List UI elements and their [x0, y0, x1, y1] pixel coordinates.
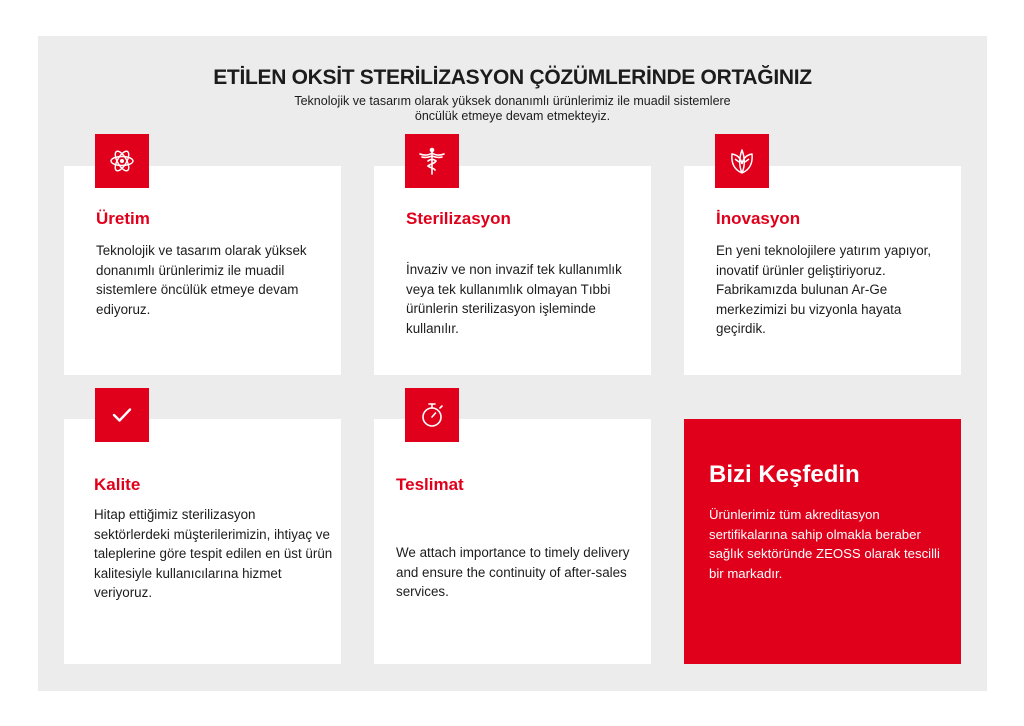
- feature-card-sterilizasyon: [374, 166, 651, 375]
- feature-card-title: Kalite: [94, 475, 141, 494]
- stopwatch-icon: [405, 388, 459, 442]
- features-panel: [38, 36, 987, 691]
- leaf-icon: [715, 134, 769, 188]
- feature-card-kalite: [64, 419, 341, 664]
- discover-title[interactable]: Bizi Keşfedin: [709, 461, 860, 488]
- feature-card-text: İnvaziv ve non invazif tek kullanımlık veya tek kullanımlık olmayan Tıbbi ürünlerin sterilizasyon işleminde kullanılır.: [406, 262, 622, 336]
- feature-card-title: Teslimat: [396, 475, 464, 494]
- feature-card-inovasyon: [684, 166, 961, 375]
- atom-icon: [95, 134, 149, 188]
- feature-card-text: En yeni teknolojilere yatırım yapıyor, inovatif ürünler geliştiriyoruz. Fabrikamızda bulunan Ar-Ge merkezimizi bu vizyonla hayata geçirdik.: [716, 243, 932, 336]
- page-title: ETİLEN OKSİT STERİLİZASYON ÇÖZÜMLERİNDE ORTAĞINIZ: [213, 66, 812, 89]
- discover-card[interactable]: [684, 419, 961, 664]
- feature-card-title: İnovasyon: [716, 209, 801, 228]
- feature-card-title: Sterilizasyon: [406, 209, 511, 228]
- feature-card-uretim: [64, 166, 341, 375]
- caduceus-icon: [405, 134, 459, 188]
- feature-card-text: Teknolojik ve tasarım olarak yüksek donanımlı ürünlerimiz ile muadil sistemlere öncülük etmeye devam ediyoruz.: [96, 243, 307, 317]
- feature-card-text: Hitap ettiğimiz sterilizasyon sektörlerdeki müşterilerimizin, ihtiyaç ve taleplerine göre tespit edilen en üst ürün kalitesiyle kullanıcılarına hizmet veriyoruz.: [94, 507, 333, 600]
- feature-card-teslimat: [374, 419, 651, 664]
- feature-card-title: Üretim: [96, 209, 150, 228]
- discover-text: Ürünlerimiz tüm akreditasyon sertifikalarına sahip olmakla beraber sağlık sektöründe ZEOSS olarak tescilli bir markadır.: [709, 507, 940, 581]
- feature-card-text: We attach importance to timely delivery and ensure the continuity of after-sales services.: [396, 545, 630, 599]
- checkmark-icon: [95, 388, 149, 442]
- page-subtitle: Teknolojik ve tasarım olarak yüksek donanımlı ürünlerimiz ile muadil sistemlere öncülük etmeye devam etmekteyiz.: [294, 94, 731, 123]
- section-header: [38, 66, 987, 124]
